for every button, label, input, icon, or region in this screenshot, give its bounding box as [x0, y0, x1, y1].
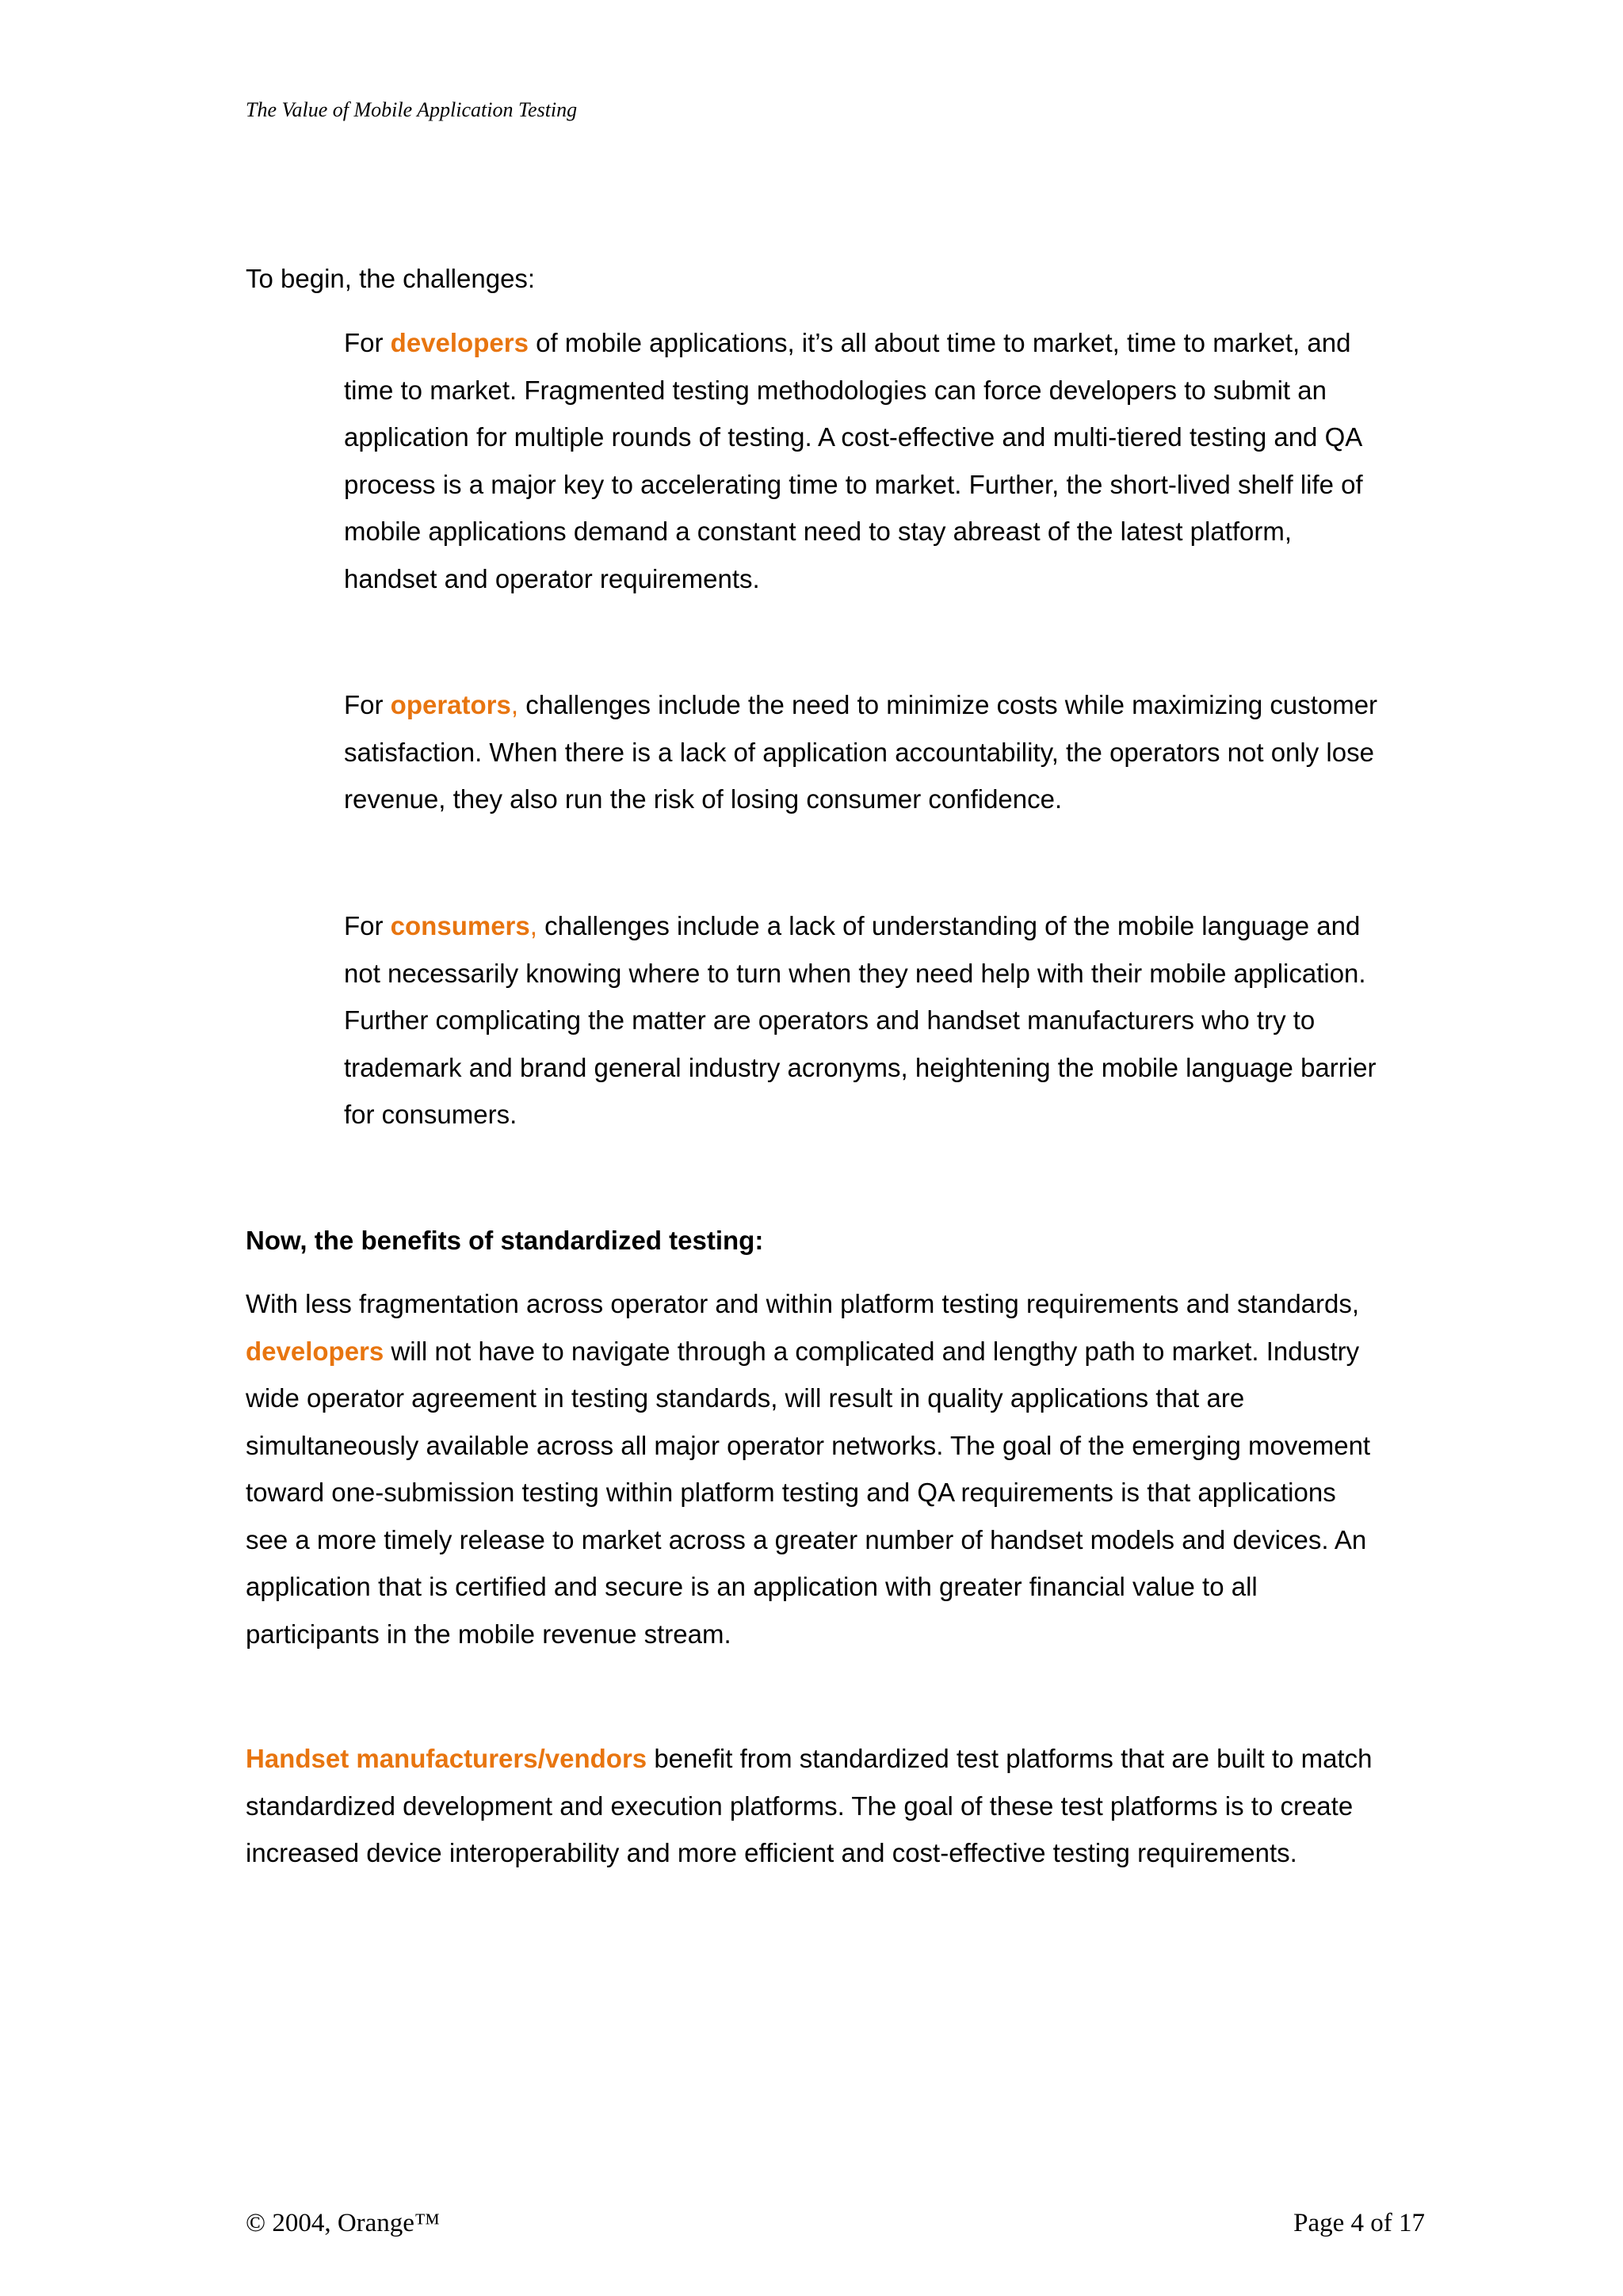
challenge-developers-text: of mobile applications, it’s all about time to market, time to market, and time to market. Fragmented testing methodologies can force developers to submit an application for multiple rounds of testing. A cost-effective and multi-tiered testing and QA process is a major key to accelerating time to market. Further, the short-lived shelf life of mobile applications demand a constant need to stay abreast of the latest platform, handset and operator requirements.: [344, 328, 1363, 593]
challenge-operators-text: challenges include the need to minimize costs while maximizing customer satisfaction. When there is a lack of application accountability, the operators not only lose revenue, they also run the risk of losing consumer confidence.: [344, 690, 1378, 814]
intro-text: To begin, the challenges:: [246, 264, 536, 293]
challenge-consumers-text: challenges include a lack of understanding of the mobile language and not necessarily knowing where to turn when they need help with their mobile application. Further complicating the matter are operators and handset manufacturers who try to trademark and brand general industry acronyms, heightening the mobile language barrier for consumers.: [344, 911, 1377, 1129]
challenge-developers-term: developers: [390, 328, 529, 357]
benefits-heading: Now, the benefits of standardized testing:: [246, 1226, 764, 1255]
challenge-operators-paragraph: [344, 681, 1390, 823]
benefit-developers-text: will not have to navigate through a complicated and lengthy path to market. Industry wide operator agreement in testing standards, will result in quality applications that are simultaneously available across all major operator networks. The goal of the emerging movement toward one-submission testing within platform testing and QA requirements is that applications see a more timely release to market across a greater number of handset models and devices. An application that is certified and secure is an application with greater financial value to all participants in the mobile revenue stream.: [246, 1336, 1371, 1649]
footer-page-number: Page 4 of 17: [1293, 2209, 1425, 2237]
challenge-developers-prefix: For: [344, 328, 391, 357]
benefit-developers-term: developers: [246, 1336, 384, 1366]
benefit-manufacturers-text: benefit from standardized test platforms that are built to match standardized development and execution platforms. The goal of these test platforms is to create increased device interoperability and more efficient and cost-effective testing requirements.: [246, 1744, 1373, 1867]
challenge-operators-term: operators: [390, 690, 511, 719]
challenge-consumers-comma: ,: [529, 911, 537, 940]
challenge-consumers-prefix: For: [344, 911, 391, 940]
benefit-developers-paragraph: [246, 1280, 1379, 1657]
document-header-title: The Value of Mobile Application Testing: [246, 98, 578, 121]
challenge-operators-comma: ,: [510, 690, 519, 719]
challenge-operators-prefix: For: [344, 690, 391, 719]
benefit-developers-prefix: With less fragmentation across operator and within platform testing requirements and standards,: [246, 1289, 1360, 1318]
benefit-manufacturers-term: Handset manufacturers/vendors: [246, 1744, 647, 1773]
challenge-consumers-term: consumers: [390, 911, 530, 940]
challenge-developers-paragraph: [344, 319, 1390, 602]
footer-copyright: © 2004, Orange™: [246, 2209, 441, 2237]
benefit-manufacturers-paragraph: [246, 1735, 1379, 1877]
challenge-consumers-paragraph: [344, 902, 1390, 1138]
